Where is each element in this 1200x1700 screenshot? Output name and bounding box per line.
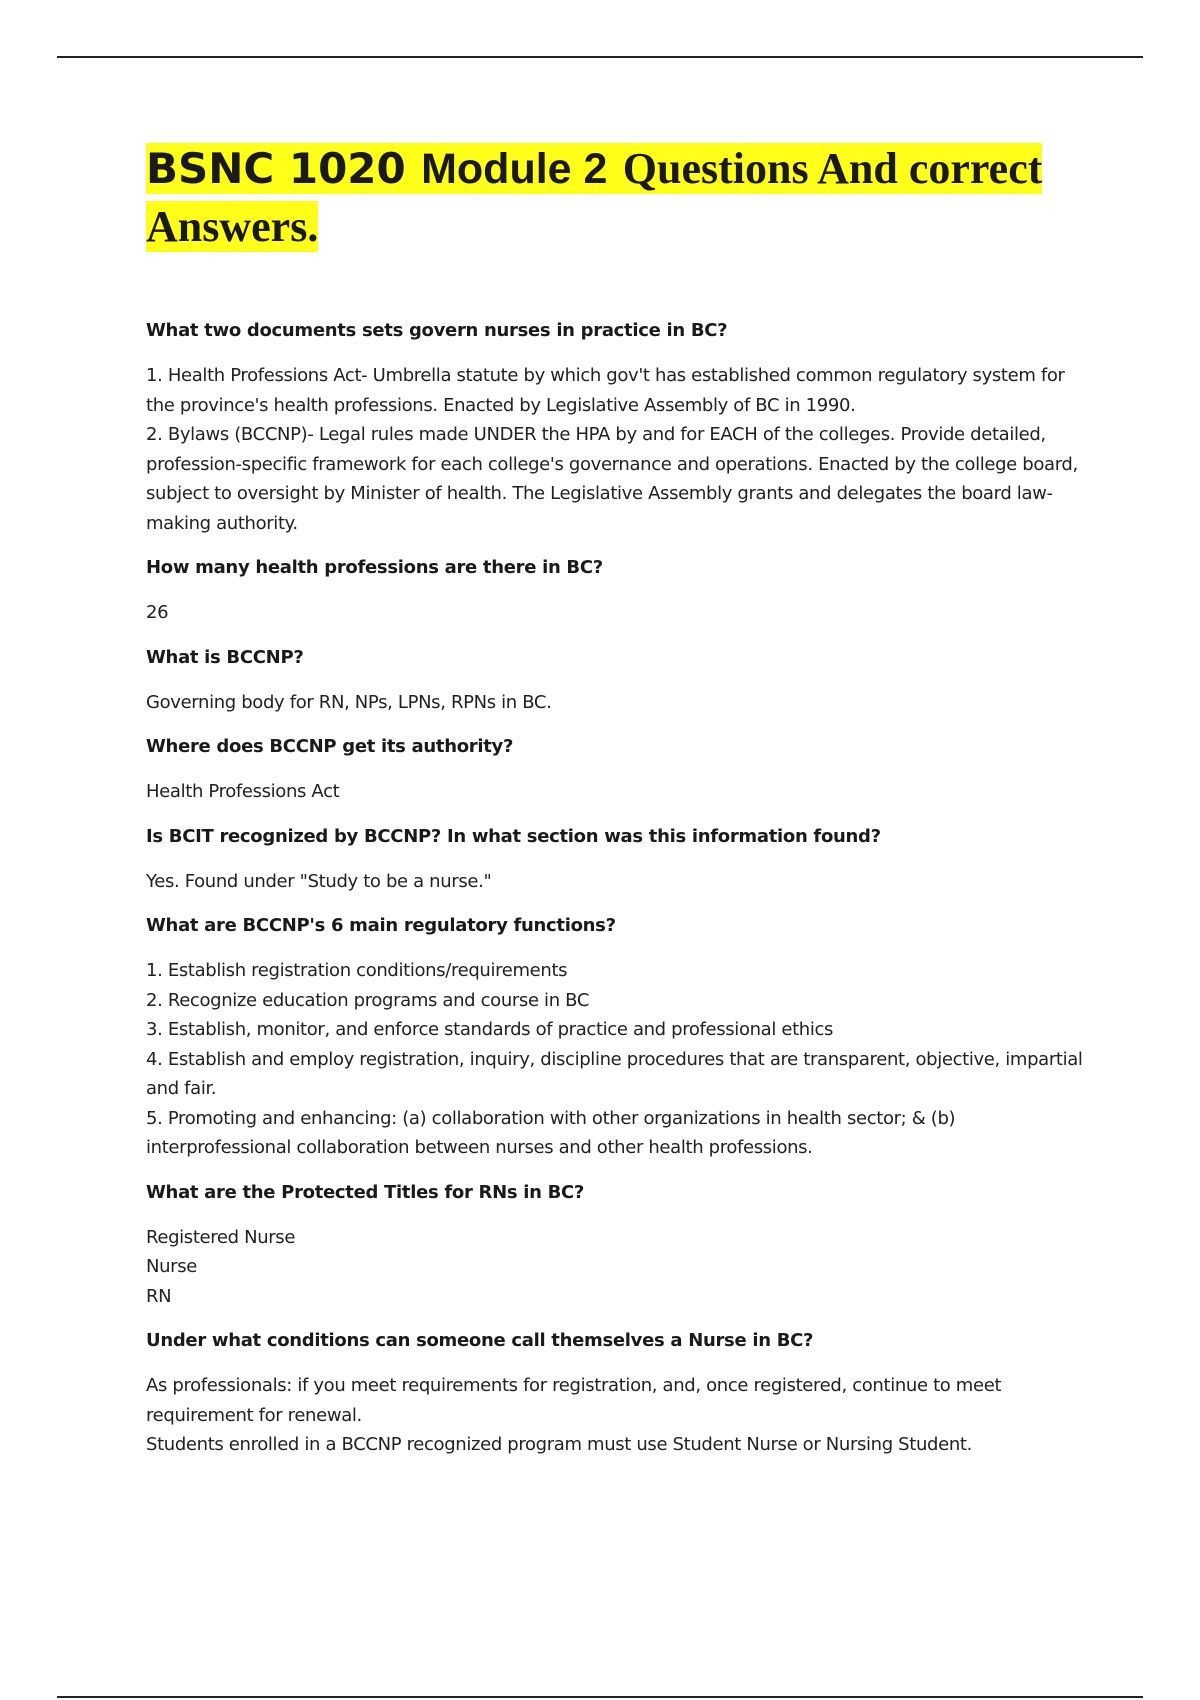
- question-text: Is BCIT recognized by BCCNP? In what section was this information found?: [146, 825, 881, 847]
- question-text: Where does BCCNP get its authority?: [146, 736, 514, 757]
- answer-text: [146, 688, 1086, 718]
- answer-line: Yes. Found under "Study to be a nurse.": [146, 870, 492, 892]
- answer-line: 5. Promoting and enhancing: (a) collaboration with other organizations in health sector; & (b) interprofessional collaboration between nurses and other health professions.: [146, 1107, 956, 1158]
- title-course-code: BSNC 1020: [146, 144, 406, 193]
- title-module: Module 2: [421, 145, 608, 193]
- question-text: What is BCCNP?: [146, 646, 304, 668]
- document-title: [146, 140, 1086, 256]
- document-body: [146, 140, 1086, 1477]
- answer-line: 2. Bylaws (BCCNP)- Legal rules made UNDER the HPA by and for EACH of the colleges. Provide detailed, profession-specific framework for each college's governance and operations. Enacted by the college board, subject to oversight by Minister of health. The Legislative Assembly grants and delegates the board law-making authority.: [146, 424, 1078, 534]
- question-text: How many health professions are there in BC?: [146, 557, 603, 578]
- answer-line: Health Professions Act: [146, 781, 340, 802]
- answer-line: RN: [146, 1285, 172, 1307]
- qa-item: [146, 645, 1086, 718]
- qa-item: [146, 913, 1086, 1163]
- footer-rule: [57, 1696, 1143, 1698]
- answer-line: 3. Establish, monitor, and enforce standards of practice and professional ethics: [146, 1019, 834, 1040]
- answer-line: 2. Recognize education programs and course in BC: [146, 989, 590, 1011]
- answer-line: As professionals: if you meet requirements for registration, and, once registered, continue to meet requirement for renewal.: [146, 1375, 1002, 1426]
- answer-line: Students enrolled in a BCCNP recognized program must use Student Nurse or Nursing Student.: [146, 1434, 972, 1455]
- question-text: What are the Protected Titles for RNs in BC?: [146, 1181, 585, 1203]
- answer-text: [146, 867, 1086, 897]
- answer-line: 1. Health Professions Act- Umbrella statute by which gov't has established common regulatory system for the province's health professions. Enacted by Legislative Assembly of BC in 1990.: [146, 365, 1065, 416]
- answer-text: [146, 956, 1086, 1163]
- qa-item: [146, 734, 1086, 807]
- qa-list: [146, 318, 1086, 1460]
- qa-item: [146, 318, 1086, 538]
- answer-text: [146, 1223, 1086, 1312]
- answer-line: Registered Nurse: [146, 1226, 296, 1248]
- question-text: What are BCCNP's 6 main regulatory functions?: [146, 915, 616, 936]
- answer-line: 1. Establish registration conditions/requirements: [146, 960, 568, 981]
- title-highlight: [146, 143, 1042, 252]
- title-subtitle: Questions And correct Answers.: [146, 144, 1043, 251]
- header-rule: [57, 56, 1143, 58]
- answer-text: [146, 361, 1086, 538]
- answer-line: 26: [146, 602, 169, 623]
- qa-item: [146, 1180, 1086, 1312]
- answer-line: Nurse: [146, 1256, 197, 1277]
- answer-line: Governing body for RN, NPs, LPNs, RPNs in BC.: [146, 691, 552, 713]
- question-text: Under what conditions can someone call themselves a Nurse in BC?: [146, 1330, 814, 1351]
- qa-item: [146, 555, 1086, 628]
- answer-text: [146, 777, 1086, 807]
- question-text: What two documents sets govern nurses in practice in BC?: [146, 320, 728, 341]
- qa-item: [146, 824, 1086, 897]
- answer-text: [146, 598, 1086, 628]
- answer-line: 4. Establish and employ registration, inquiry, discipline procedures that are transparent, objective, impartial and fair.: [146, 1048, 1083, 1099]
- answer-text: [146, 1371, 1086, 1460]
- qa-item: [146, 1328, 1086, 1460]
